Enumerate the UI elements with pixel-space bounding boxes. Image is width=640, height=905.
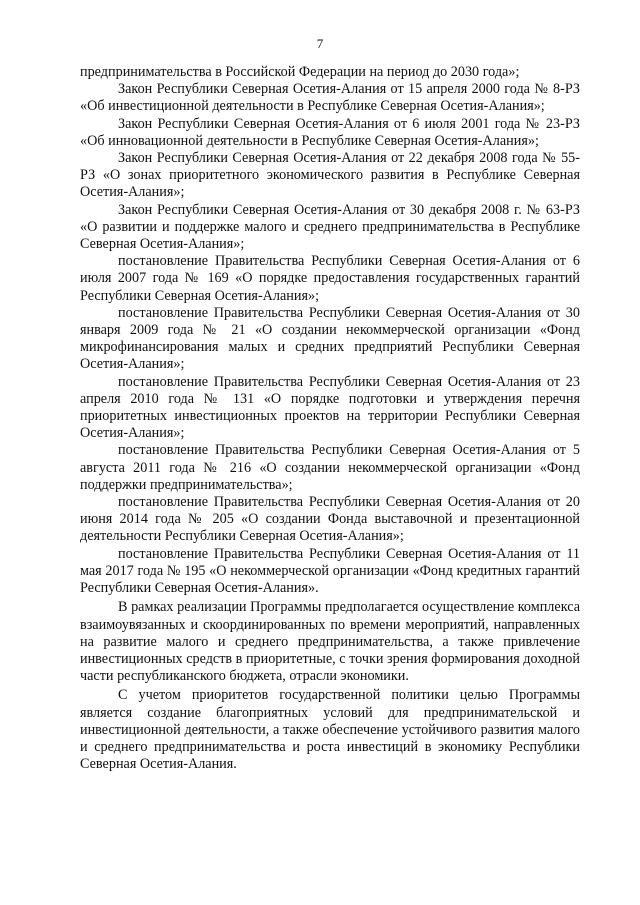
paragraph-resolution-6-july-2007: постановление Правительства Республики Северная Осетия-Алания от 6 июля 2007 года № 169 «О порядке предоставления государственных гарантий Республики Северная Осетия-Алания»; — [80, 253, 580, 304]
paragraph-continuation: предпринимательства в Российской Федерации на период до 2030 года»; — [80, 64, 520, 80]
page-number: 7 — [316, 36, 324, 51]
paragraph-resolution-11-may-2017: постановление Правительства Республики Северная Осетия-Алания от 11 мая 2017 года № 195 «О некоммерческой организации «Фонд кредитных гарантий Республики Северная Осетия-Алания». — [80, 545, 580, 597]
paragraph-resolution-23-april-2010: постановление Правительства Республики Северная Осетия-Алания от 23 апреля 2010 года № 131 «О порядке подготовки и утверждения перечня приоритетных инвестиционных проектов на территории Республики Северная Осетия-Алания»; — [80, 373, 580, 442]
paragraph-law-22-december-2008: Закон Республики Северная Осетия-Алания от 22 декабря 2008 года № 55-РЗ «О зонах приоритетного экономического развития в Республике Северная Осетия-Алания»; — [80, 150, 580, 201]
paragraph-law-6-july-2001: Закон Республики Северная Осетия-Алания от 6 июля 2001 года № 23-РЗ «Об инновационной деятельности в Республике Северная Осетия-Алания»; — [80, 115, 580, 149]
paragraph-program-goal: С учетом приоритетов государственной политики целью Программы является создание благоприятных условий для предпринимательской и инвестиционной деятельности, а также обеспечение устойчивого развития малого и среднего предпринимательства и роста инвестиций в экономику Республики Северная Осетия-Алания. — [80, 687, 580, 773]
paragraph-program-scope: В рамках реализации Программы предполагается осуществление комплекса взаимоувязанных и скоординированных по времени мероприятий, направленных на развитие малого и среднего предпринимательства, а также привлечение инвестиционных средств в приоритетные, с точки зрения формирования доходной части республиканского бюджета, отрасли экономики. — [80, 599, 580, 685]
paragraph-resolution-20-june-2014: постановление Правительства Республики Северная Осетия-Алания от 20 июня 2014 года № 205 «О создании Фонда выставочной и презентационной деятельности Республики Северная Осетия-Алания»; — [80, 494, 580, 545]
document-body — [80, 64, 580, 773]
paragraph-law-30-december-2008: Закон Республики Северная Осетия-Алания от 30 декабря 2008 г. № 63-РЗ «О развитии и поддержке малого и среднего предпринимательства в Республике Северная Осетия-Алания»; — [80, 201, 580, 253]
paragraph-resolution-5-august-2011: постановление Правительства Республики Северная Осетия-Алания от 5 августа 2011 года № 216 «О создании некоммерческой организации «Фонд поддержки предпринимательства»; — [80, 442, 580, 493]
paragraph-law-15-april-2000: Закон Республики Северная Осетия-Алания от 15 апреля 2000 года № 8-РЗ «Об инвестиционной деятельности в Республике Северная Осетия-Алания»; — [80, 81, 580, 115]
paragraph-resolution-30-january-2009: постановление Правительства Республики Северная Осетия-Алания от 30 января 2009 года № 21 «О создании некоммерческой организации «Фонд микрофинансирования малых и средних предприятий Республики Северная Осетия-Алания»; — [80, 304, 580, 373]
